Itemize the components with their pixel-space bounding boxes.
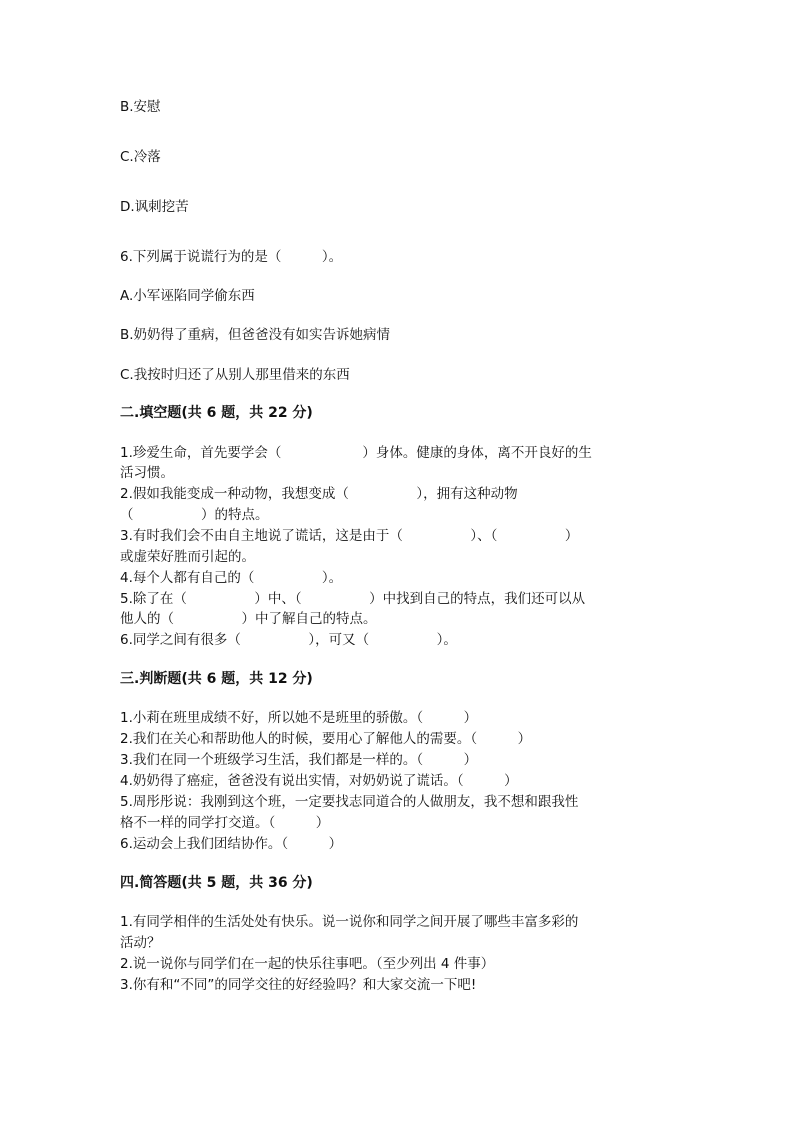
fill-line: 他人的（ ）中了解自己的特点。 [120, 611, 377, 627]
short-line: 活动？ [120, 935, 161, 951]
short-line: 3.你有和“不同”的同学交往的好经验吗？和大家交流一下吧! [120, 977, 477, 993]
section-heading-judge: 三.判断题(共 6 题，共 12 分) [120, 671, 313, 687]
option-c: C.冷落 [120, 149, 161, 165]
fill-line: 1.珍爱生命，首先要学会（ ）身体。健康的身体，离不开良好的生 [120, 445, 592, 461]
q6-option-a: A.小军诬陷同学偷东西 [120, 288, 255, 304]
fill-line: 2.假如我能变成一种动物，我想变成（ ），拥有这种动物 [120, 486, 518, 502]
short-line: 1.有同学相伴的生活处处有快乐。说一说你和同学之间开展了哪些丰富多彩的 [120, 914, 579, 930]
section-heading-short: 四.简答题(共 5 题，共 36 分) [120, 875, 313, 891]
judge-line: 6.运动会上我们团结协作。（ ） [120, 836, 343, 852]
fill-line: （ ）的特点。 [120, 507, 269, 523]
judge-line: 5.周彤彤说：我刚到这个班，一定要找志同道合的人做朋友，我不想和跟我性 [120, 794, 579, 810]
option-b: B.安慰 [120, 99, 161, 115]
judge-line: 3.我们在同一个班级学习生活，我们都是一样的。（ ） [120, 752, 478, 768]
option-d: D.讽刺挖苦 [120, 199, 189, 215]
fill-line: 或虚荣好胜而引起的。 [120, 549, 255, 565]
question-6: 6.下列属于说谎行为的是（ ）。 [120, 249, 343, 265]
judge-line: 1.小莉在班里成绩不好，所以她不是班里的骄傲。（ ） [120, 710, 478, 726]
fill-line: 4.每个人都有自己的（ ）。 [120, 570, 343, 586]
judge-line: 2.我们在关心和帮助他人的时候，要用心了解他人的需要。（ ） [120, 731, 532, 747]
q6-option-c: C.我按时归还了从别人那里借来的东西 [120, 367, 350, 383]
fill-line: 6.同学之间有很多（ ），可又（ ）。 [120, 632, 457, 648]
fill-line: 活习惯。 [120, 465, 174, 481]
short-line: 2.说一说你与同学们在一起的快乐往事吧。（至少列出 4 件事） [120, 956, 495, 972]
judge-line: 格不一样的同学打交道。（ ） [120, 815, 330, 831]
fill-line: 3.有时我们会不由自主地说了谎话，这是由于（ ）、（ ） [120, 528, 579, 544]
section-heading-fill: 二.填空题(共 6 题，共 22 分) [120, 405, 313, 421]
q6-option-b: B.奶奶得了重病，但爸爸没有如实告诉她病情 [120, 327, 391, 343]
judge-line: 4.奶奶得了癌症，爸爸没有说出实情，对奶奶说了谎话。（ ） [120, 773, 518, 789]
fill-line: 5.除了在（ ）中、（ ）中找到自己的特点，我们还可以从 [120, 591, 586, 607]
